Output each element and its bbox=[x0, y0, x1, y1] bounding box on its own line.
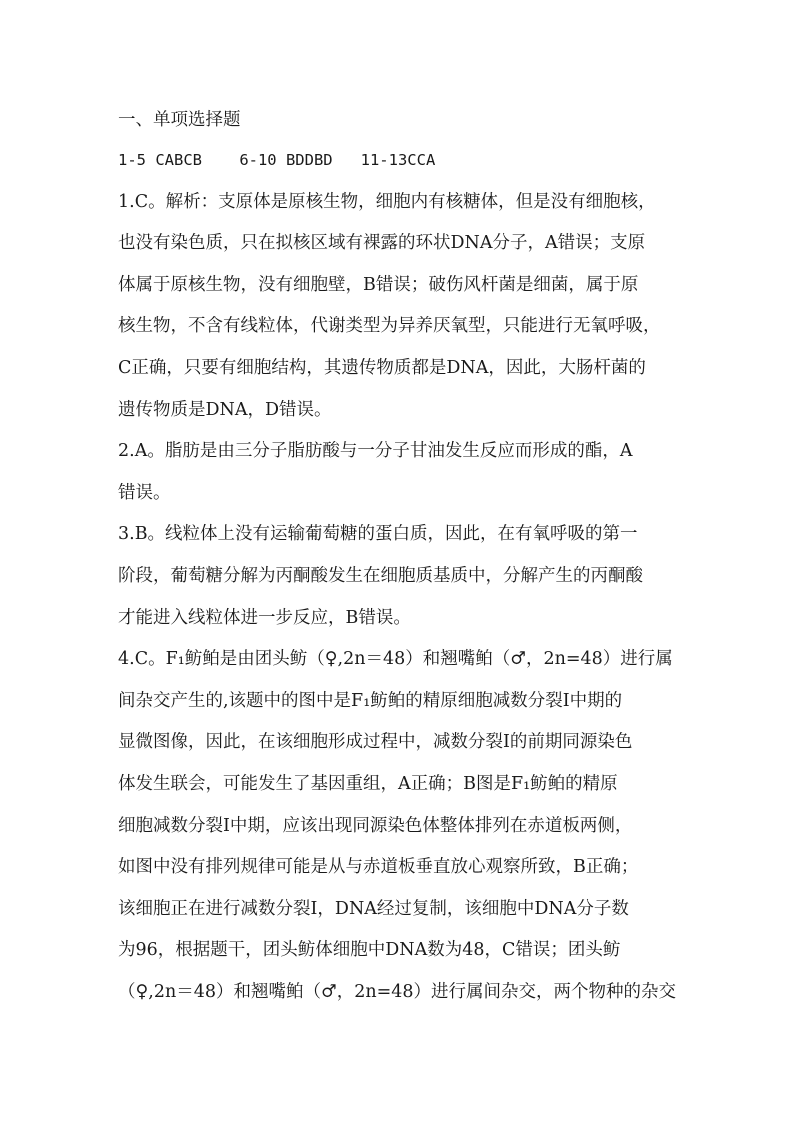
answer-key: 1-5 CABCB 6-10 BDDBD 11-13CCA bbox=[118, 151, 436, 169]
text-line-10: 阶段，葡萄糖分解为丙酮酸发生在细胞质基质中，分解产生的丙酮酸 bbox=[118, 565, 643, 586]
text-line-12: 4.C。F₁鲂鲌是由团头鲂（♀,2n＝48）和翘嘴鲌（♂，2n=48）进行属 bbox=[118, 649, 673, 670]
text-line-5: C正确，只要有细胞结构，其遗传物质都是DNA，因此，大肠杆菌的 bbox=[118, 357, 646, 378]
section-heading: 一、单项选择题 bbox=[118, 110, 241, 130]
text-line-16: 细胞减数分裂Ⅰ中期，应该出现同源染色体整体排列在赤道板两侧， bbox=[118, 815, 633, 836]
text-line-8: 错误。 bbox=[118, 482, 171, 503]
document-page bbox=[118, 100, 683, 1013]
text-line-11: 才能进入线粒体进一步反应，B错误。 bbox=[118, 607, 411, 628]
text-line-15: 体发生联会，可能发生了基因重组，A正确；B图是F₁鲂鲌的精原 bbox=[118, 773, 618, 794]
text-line-17: 如图中没有排列规律可能是从与赤道板垂直放心观察所致，B正确； bbox=[118, 857, 639, 878]
text-line-18: 该细胞正在进行减数分裂Ⅰ，DNA经过复制，该细胞中DNA分子数 bbox=[118, 898, 629, 919]
answer-key-line bbox=[118, 140, 683, 182]
text-line-4: 核生物，不含有线粒体，代谢类型为异养厌氧型，只能进行无氧呼吸， bbox=[118, 316, 661, 337]
text-line-19: 为96，根据题干，团头鲂体细胞中DNA数为48，C错误；团头鲂 bbox=[118, 940, 621, 961]
text-line-7: 2.A。脂肪是由三分子脂肪酸与一分子甘油发生反应而形成的酯，A bbox=[118, 441, 633, 462]
text-line-6: 遗传物质是DNA，D错误。 bbox=[118, 399, 332, 420]
text-line-13: 间杂交产生的,该题中的图中是F₁鲂鲌的精原细胞减数分裂Ⅰ中期的 bbox=[118, 690, 623, 711]
text-line-20: （♀,2n＝48）和翘嘴鲌（♂，2n=48）进行属间杂交，两个物种的杂交 bbox=[118, 981, 677, 1002]
text-line-1: 1.C。解析：支原体是原核生物，细胞内有核糖体，但是没有细胞核， bbox=[118, 191, 656, 212]
text-line-9: 3.B。线粒体上没有运输葡萄糖的蛋白质，因此，在有氧呼吸的第一 bbox=[118, 524, 638, 545]
text-line-3: 体属于原核生物，没有细胞壁，B错误；破伤风杆菌是细菌，属于原 bbox=[118, 274, 639, 295]
text-line-14: 显微图像，因此，在该细胞形成过程中，减数分裂Ⅰ的前期同源染色 bbox=[118, 732, 633, 753]
text-line-2: 也没有染色质，只在拟核区域有裸露的环状DNA分子，A错误；支原 bbox=[118, 233, 646, 254]
